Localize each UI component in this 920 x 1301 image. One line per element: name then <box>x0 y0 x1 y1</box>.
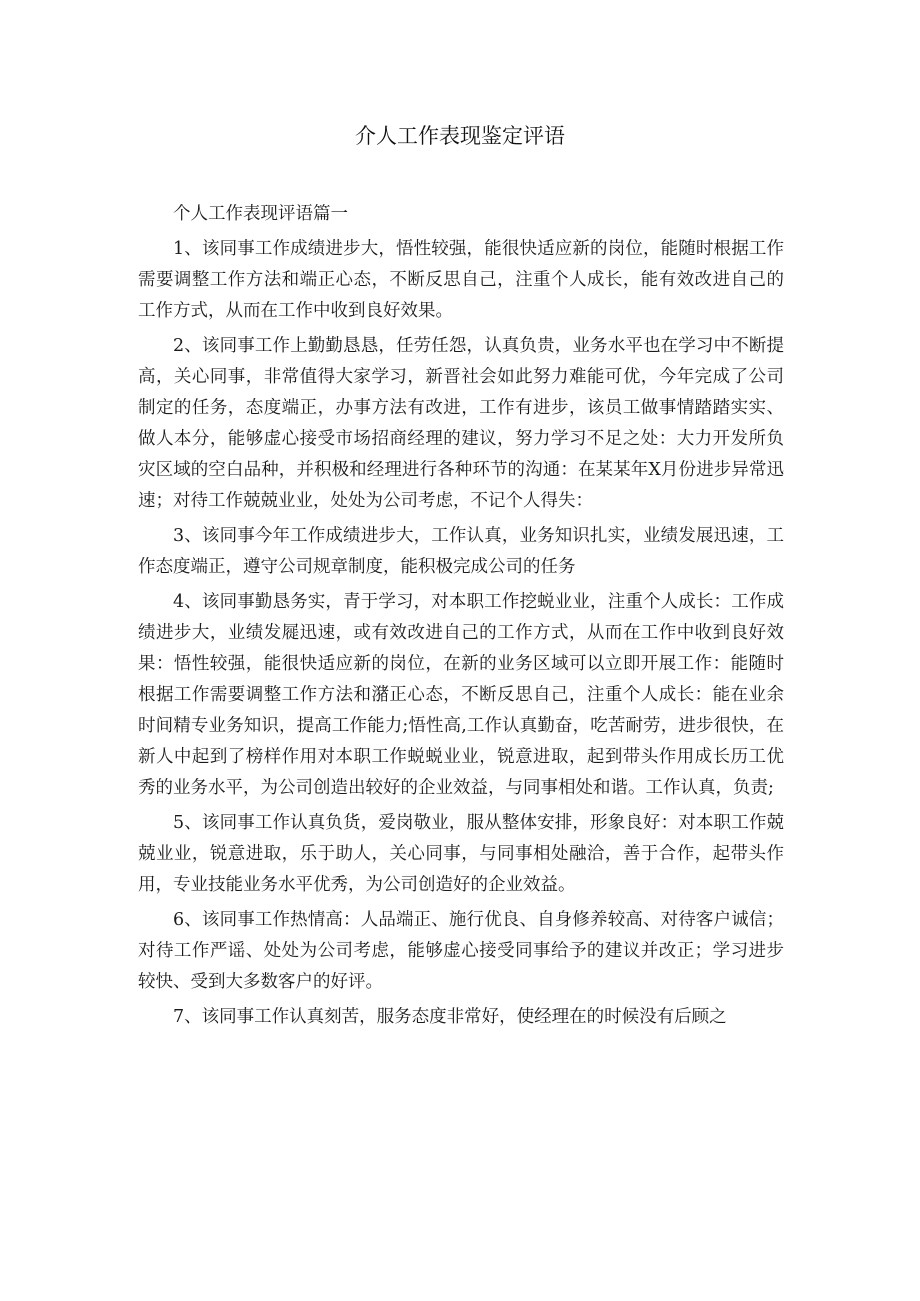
document-body <box>138 199 784 1037</box>
paragraph: 1、该同事工作成绩进步大，悟性较强，能很快适应新的岗位，能随时根据工作需要调整工作方法和端正心态，不断反思自己，注重个人成长，能有效改进自己的工作方式，从而在工作中收到良好效果。 <box>138 239 784 321</box>
paragraph: 6、该同事工作热情高：人品端正、施行优良、自身修养较高、对待客户诚信；对待工作严谣、处处为公司考虑，能够虚心接受同事给予的建议并改正；学习进步较快、受到大多数客户的好评。 <box>138 910 784 992</box>
paragraph: 7、该同事工作认真刻苦，服务态度非常好，使经理在的时候没有后顾之 <box>173 1007 727 1027</box>
paragraph: 4、该同事勤恳务实，青于学习，对本职工作挖蜕业业，注重个人成长：工作成绩进步大，业绩发屣迅速，或有效改进自己的工作方式，从而在工作中收到良好效果：悟性较强，能很快适应新的岗位，在新的业务区域可以立即开展工作：能随时根据工作需要调整工作方法和潴正心态，不断反思自己，注重个人成长：能在业余时间精专业务知识，提高工作能力;悟性高,工作认真勤奋，吃苦耐劳，进步很快，在新人中起到了榜样作用对本职工作蜕蜕业业，锐意进取，起到带头作用成长历工优秀的业务水平，为公司创造出较好的企业效益，与同事相处和谐。工作认真，负责; <box>138 592 784 798</box>
paragraph: 5、该同事工作认真负货，爱岗敬业，服从整体安排，形象良好：对本职工作兢兢业业，锐意进取，乐于助人，关心同事，与同事相处融洽，善于合作，起带头作用，专业技能业务水平优秀，为公司创造好的企业效益。 <box>138 813 784 895</box>
document-title: 介人工作表现鉴定评语 <box>355 124 565 148</box>
paragraph: 2、该同事工作上勤勤恳恳，任劳任怨，认真负贵，业务水平也在学习中不断提高，关心同事，非常值得大家学习，新晋社会如此努力难能可优，今年完成了公司制定的任务，态度端正，办事方法有改进，工作有进步，该员工做事情踏踏实实、做人本分，能够虚心接受市场招商经理的建议，努力学习不足之处：大力开发所负灾区域的空白品种，并积极和经理进行各种环节的沟通：在某某年X月份进步异常迅速；对待工作兢兢业业，处处为公司考虑，不记个人得失： <box>138 336 784 511</box>
section-heading: 个人工作表现评语篇一 <box>173 204 348 224</box>
paragraph: 3、该同事今年工作成绩进步大，工作认真，业务知识扎实，业绩发展迅速，工作态度端正，遵守公司规章制度，能积极完成公司的任务 <box>138 526 784 577</box>
